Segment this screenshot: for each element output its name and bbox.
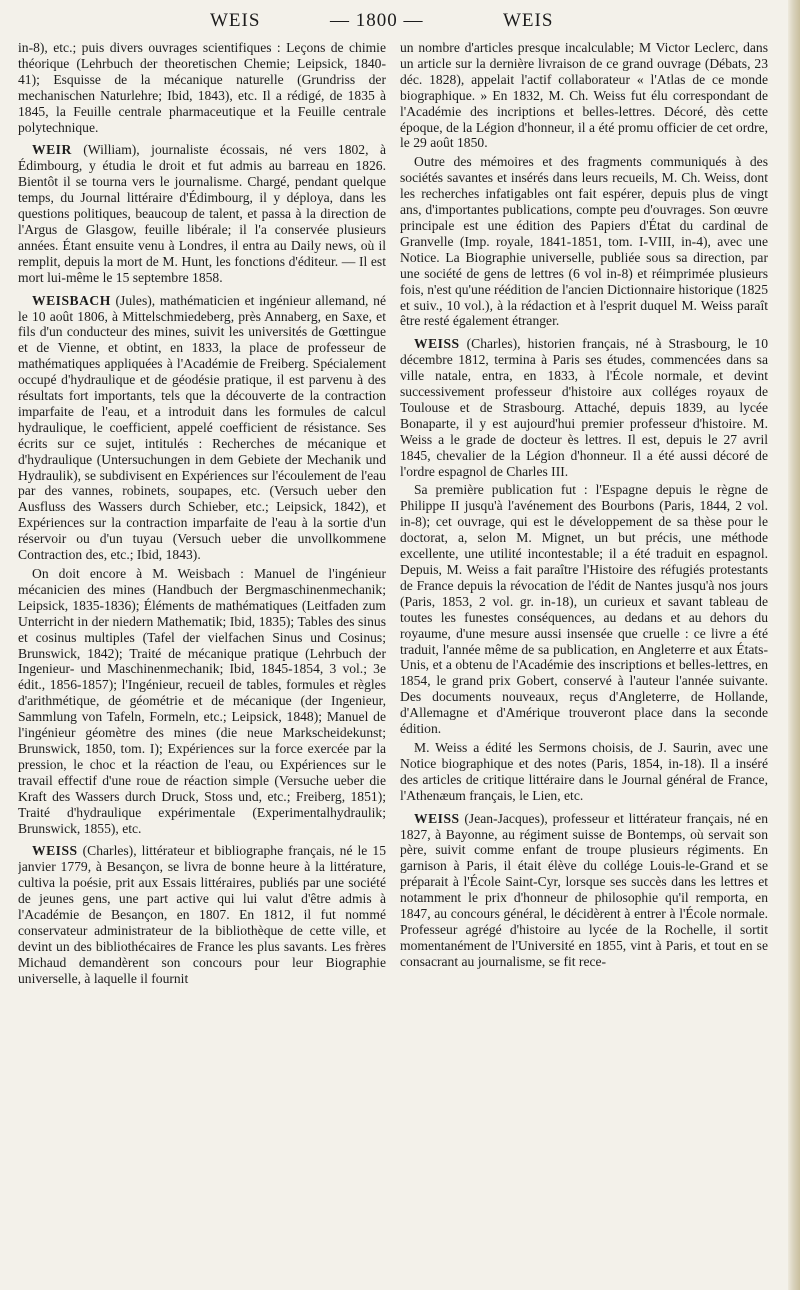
entry-headword: WEISBACH: [32, 292, 111, 308]
entry-headword: WEISS: [32, 843, 78, 859]
entry-weiss-charles-litterateur: WEISS (Charles), littérateur et bibliographe français, né le 15 janvier 1779, à Besançon, se livra de bonne heure à la littérature, cultiva la poésie, prit aux Essais littéraires, publiés par une société de jeunes gens, une part active qui lui valut d'être admis à l'Académie de Besançon, en 1807. En 1812, il fut nommé conservateur administrateur de la bibliothèque de cette ville, et devint un des bibliothécaires de France les plus savants. Les frères Michaud demandèrent son concours pour leur Biographie universelle, à laquelle il fournit: [18, 843, 386, 986]
entry-weir: WEIR (William), journaliste écossais, né vers 1802, à Édimbourg, y étudia le droit et fut admis au barreau en 1826. Bientôt il se tourna vers le journalisme. Chargé, pendant quelque temps, du Journal littéraire d'Édimbourg, il y déploya, dans les questions politiques, beaucoup de talent, et passa à la direction de l'Argus de Glasgow, feuille libérale; il l'a conservée plusieurs années. Étant ensuite venu à Londres, il entra au Daily news, où il remplit, depuis la mort de M. Hunt, les fonctions d'éditeur. — Il est mort lui-même le 15 septembre 1858.: [18, 142, 386, 285]
left-column: [18, 40, 386, 1280]
entry-headword: WEIR: [32, 142, 72, 158]
entry-paragraph: Outre des mémoires et des fragments communiqués à des sociétés savantes et insérés dans leurs recueils, M. Ch. Weiss, dont les recherches infatigables ont fait espérer, depuis plus de vingt ans, d'importantes publications, compte peu d'ouvrages. Son œuvre principale est une édition des Papiers d'État du cardinal de Granvelle (Imp. royale, 1841-1851, tom. I-VIII, in-4), avec une Notice. La Biographie universelle, publiée sous sa direction, par une société de gens de lettres (6 vol in-8) et réimprimée plusieurs fois, n'est qu'une réédition de l'ancien Dictionnaire historique (1825 et suiv., 10 vol.), à la rédaction et à l'esprit duquel M. Weiss paraît être resté également étranger.: [400, 154, 768, 329]
page-edge-shadow: [788, 0, 800, 1290]
running-header: [18, 10, 778, 34]
entry-paragraph: in-8), etc.; puis divers ouvrages scientifiques : Leçons de chimie théorique (Lehrbuch der theoretischen Chemie; Leipsick, 1840-41); Esquisse de la mécanique naturelle (Grundriss der mechanischen Naturlehre; Ibid, 1843), etc. Il a rédigé, de 1835 à 1845, la Feuille centrale pharmaceutique et la Feuille centrale polytechnique.: [18, 40, 386, 135]
entry-weiss-charles-historien: WEISS (Charles), historien français, né à Strasbourg, le 10 décembre 1812, termina à Paris ses études, commencées dans sa ville natale, entra, en 1833, à l'École normale, et devint successivement professeur d'histoire aux colléges royaux de Toulouse et de Strasbourg. Attaché, depuis 1839, au lycée Bonaparte, il y est aujourd'hui premier professeur d'histoire. M. Weiss a le grade de docteur ès lettres. Il est, depuis le 27 avril 1845, chevalier de la Légion d'honneur. Il a été aussi décoré de l'ordre espagnol de Charles III.: [400, 336, 768, 479]
entry-headword: WEISS: [414, 810, 460, 826]
right-column: [400, 40, 768, 1280]
entry-headword: WEISS: [414, 336, 460, 352]
entry-paragraph: M. Weiss a édité les Sermons choisis, de J. Saurin, avec une Notice biographique et des notes (Paris, 1854, in-18). Il a inséré des articles de critique littéraire dans le Journal général de France, l'Athenæum français, le Lien, etc.: [400, 739, 768, 803]
entry-weiss-jean-jacques: WEISS (Jean-Jacques), professeur et littérateur français, né en 1827, à Bayonne, au régiment suisse de Bontemps, où servait son père, suivit comme enfant de troupe plusieurs régiments. En garnison à Paris, il était élève du collége Louis-le-Grand et se préparait à l'École Saint-Cyr, lorsque ses succès dans les lettres et notamment le prix d'honneur de philosophie qu'il remporta, en 1847, au concours général, le décidèrent à entrer à l'École normale. Professeur agrégé d'histoire au lycée de la Rochelle, il sortit momentanément de l'Université en 1855, vint à Paris, et tout en se consacrant au journalisme, se fit rece-: [400, 810, 768, 969]
header-right-keyword: WEIS: [503, 10, 554, 31]
entry-weisbach: WEISBACH (Jules), mathématicien et ingénieur allemand, né le 10 août 1806, à Mittelschmiedeberg, près Annaberg, en Saxe, et fils d'un conducteur des mines, suivit les universités de Gœttingue et de Vienne, et obtint, en 1833, la place de professeur de mathématiques appliquées à l'Académie de Freiberg. Spécialement occupé d'hydraulique et de géodésie pratique, il est parvenu à des résultats fort importants, tels que la découverte de la contraction imparfaite de l'eau, et a introduit dans les formules de calcul hydraulique, le coefficient, appelé coefficient de résistance. Ses écrits sur ce sujet, intitulés : Recherches de mécanique et d'hydraulique (Untersuchungen in dem Gebiete der Mechanik und Hydraulik), se subdivisent en Expériences sur l'écoulement de l'eau par des vannes, robinets, soupapes, etc. (Versuch ueber den Ausfluss des Wassers durch Schieber, etc.; Leipsick, 1842), et Expériences sur la contraction imparfaite de l'eau à la sortie d'un réservoir ou d'un tuyau (Versuch ueber die unvollkommene Contraction des, etc.; Ibid, 1843).: [18, 292, 386, 563]
header-left-keyword: WEIS: [210, 10, 261, 31]
entry-paragraph: un nombre d'articles presque incalculable; M Victor Leclerc, dans un article sur la dernière livraison de ce grand ouvrage (Débats, 23 déc. 1828), appelait l'actif collaborateur « l'Atlas de ce monde biographique. » En 1832, M. Ch. Weiss fut élu correspondant de l'Académie des incriptions et belles-lettres. Décoré, dès cette époque, de la Légion d'honneur, il a été promu officier de cet ordre, le 29 août 1850.: [400, 40, 768, 151]
entry-paragraph: On doit encore à M. Weisbach : Manuel de l'ingénieur mécanicien des mines (Handbuch der Bergmaschinenmechanik; Leipsick, 1835-1836); Éléments de mathématiques (Leitfaden zum Unterricht in der niedern Mathematik; Ibid, 1835); Tables des sinus et cosinus multiples (Tafel der vielfachen Sinus und Cosinus; Brunswick, 1842); Traité de mécanique pratique (Lehrbuch der Ingenieur- und Maschinenmechanik; Ibid, 1845-1854, 3 vol.; 3e édit., 1856-1857); l'Ingénieur, recueil de tables, formules et règles d'arithmétique, de géométrie et de mécanique (der Ingenieur, Sammlung von Tafeln, Formeln, etc.; Leipsick, 1848); Manuel de l'ingénieur géomètre des mines (die neue Markscheidekunst; Brunswick, 1850, tom. I); Expériences sur la force exercée par la pression, le choc et la réaction de l'eau, ou Expériences sur le travail effectif d'une roue de réaction simple (Versuche ueber die Kraft des Wassers durch Druck, Stoss und, etc.; Freiberg, 1851); Traité d'hydraulique expérimentale (Experimentalhydraulik; Brunswick, 1855), etc.: [18, 566, 386, 836]
entry-paragraph: Sa première publication fut : l'Espagne depuis le règne de Philippe II jusqu'à l'avénement des Bourbons (Paris, 1844, 2 vol. in-8); cet ouvrage, qui est le développement de sa thèse pour le doctorat, a, selon M. Mignet, un but précis, une méthode excellente, une utilité incontestable; il a été traduit en espagnol. Depuis, M. Weiss a fait paraître l'Histoire des réfugiés protestants de France depuis la révocation de l'édit de Nantes jusqu'à nos jours (Paris, 1853, 2 vol. gr. in-18), un curieux et savant tableau de toutes les funestes conséquences, au dedans et au dehors du royaume, d'une mesure aussi insensée que cruelle : ce livre a été traduit, l'année même de sa publication, en Angleterre et aux États-Unis, et a obtenu de l'Académie des inscriptions et belles-lettres, en 1854, le grand prix Gobert, conservé à l'auteur l'année suivante. Des documents nouveaux, reçus d'Angleterre, de Hollande, d'Allemagne et d'Amérique trouveront place dans la seconde édition.: [400, 482, 768, 737]
header-page-number: — 1800 —: [330, 10, 424, 31]
